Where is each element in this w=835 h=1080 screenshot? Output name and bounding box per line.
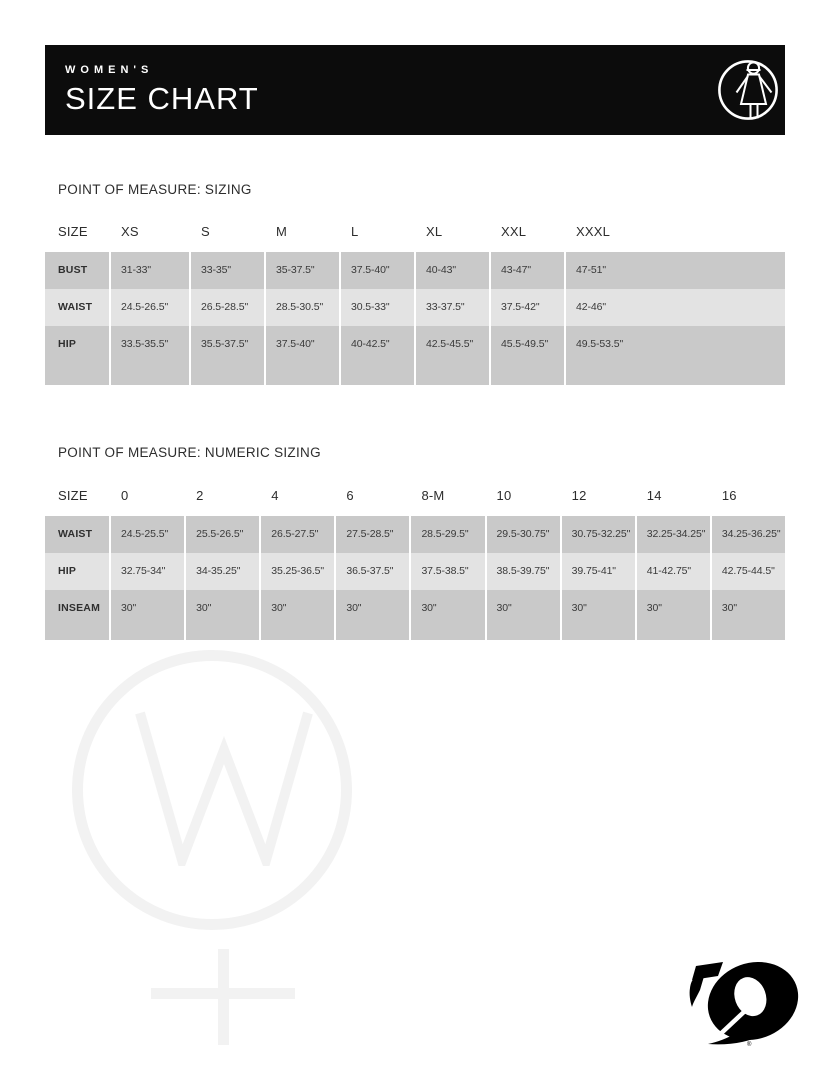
column-header-12: 12 [562,479,635,516]
size-value-cell: 34-35.25" [186,553,259,590]
size-value-cell: 28.5-30.5" [266,289,339,326]
size-value-cell: 26.5-28.5" [191,289,264,326]
size-value-cell: 32.25-34.25" [637,516,710,553]
size-value-cell: 26.5-27.5" [261,516,334,553]
header-text-block [65,64,259,117]
column-header-xs: XS [111,215,189,252]
size-value-cell: 43-47" [491,252,564,289]
page-header [45,45,785,135]
column-header-14: 14 [637,479,710,516]
section-title-numeric-sizing: POINT OF MEASURE: NUMERIC SIZING [58,445,321,460]
row-label-waist: WAIST [45,516,109,553]
column-header-8-m: 8-M [411,479,484,516]
size-value-cell: 37.5-42" [491,289,564,326]
size-value-cell: 30" [336,590,409,640]
size-value-cell: 45.5-49.5" [491,326,564,385]
size-value-cell: 41-42.75" [637,553,710,590]
column-header-6: 6 [336,479,409,516]
column-header-2: 2 [186,479,259,516]
column-header-16: 16 [712,479,785,516]
row-label-bust: BUST [45,252,109,289]
size-value-cell: 30" [562,590,635,640]
size-value-cell: 30" [411,590,484,640]
page-title: SIZE CHART [65,80,259,116]
size-value-cell: 37.5-40" [266,326,339,385]
column-header-xxl: XXL [491,215,564,252]
size-value-cell: 47-51" [566,252,785,289]
column-header-4: 4 [261,479,334,516]
size-value-cell: 25.5-26.5" [186,516,259,553]
row-label-hip: HIP [45,553,109,590]
size-value-cell: 29.5-30.75" [487,516,560,553]
size-value-cell: 37.5-38.5" [411,553,484,590]
size-value-cell: 30.75-32.25" [562,516,635,553]
size-value-cell: 49.5-53.5" [566,326,785,385]
size-value-cell: 35.25-36.5" [261,553,334,590]
size-value-cell: 30" [186,590,259,640]
column-header-size: SIZE [45,479,109,516]
size-value-cell: 35-37.5" [266,252,339,289]
size-value-cell: 35.5-37.5" [191,326,264,385]
size-value-cell: 42-46" [566,289,785,326]
size-value-cell: 33-35" [191,252,264,289]
section-header-sizing [45,177,785,203]
column-header-10: 10 [487,479,560,516]
size-value-cell: 39.75-41" [562,553,635,590]
size-value-cell: 42.5-45.5" [416,326,489,385]
size-value-cell: 30" [111,590,184,640]
woman-cyclist-icon [717,59,779,121]
section-header-numeric-sizing [45,440,785,466]
size-value-cell: 24.5-25.5" [111,516,184,553]
column-header-xxxl: XXXL [566,215,785,252]
size-value-cell: 28.5-29.5" [411,516,484,553]
size-value-cell: 30" [261,590,334,640]
watermark-letter-w [134,708,314,866]
numeric-sizing-table [45,479,785,640]
size-value-cell: 36.5-37.5" [336,553,409,590]
column-header-xl: XL [416,215,489,252]
row-label-waist: WAIST [45,289,109,326]
header-eyebrow: WOMEN'S [65,63,154,76]
svg-text:®: ® [747,1042,752,1048]
size-value-cell: 27.5-28.5" [336,516,409,553]
size-value-cell: 24.5-26.5" [111,289,189,326]
size-value-cell: 37.5-40" [341,252,414,289]
column-header-size: SIZE [45,215,109,252]
size-value-cell: 34.25-36.25" [712,516,785,553]
size-value-cell: 40-42.5" [341,326,414,385]
size-value-cell: 31-33" [111,252,189,289]
size-value-cell: 42.75-44.5" [712,553,785,590]
size-value-cell: 33.5-35.5" [111,326,189,385]
size-value-cell: 30" [487,590,560,640]
size-value-cell: 30" [637,590,710,640]
section-title-sizing: POINT OF MEASURE: SIZING [58,182,252,197]
size-value-cell: 30" [712,590,785,640]
size-value-cell: 40-43" [416,252,489,289]
column-header-l: L [341,215,414,252]
size-value-cell: 30.5-33" [341,289,414,326]
column-header-s: S [191,215,264,252]
size-value-cell: 38.5-39.75" [487,553,560,590]
column-header-m: M [266,215,339,252]
size-value-cell: 33-37.5" [416,289,489,326]
column-header-0: 0 [111,479,184,516]
size-value-cell: 32.75-34" [111,553,184,590]
pearl-izumi-logo [683,953,803,1048]
row-label-hip: HIP [45,326,109,385]
watermark-cross-bar [151,988,295,999]
sizing-table [45,215,785,385]
row-label-inseam: INSEAM [45,590,109,640]
